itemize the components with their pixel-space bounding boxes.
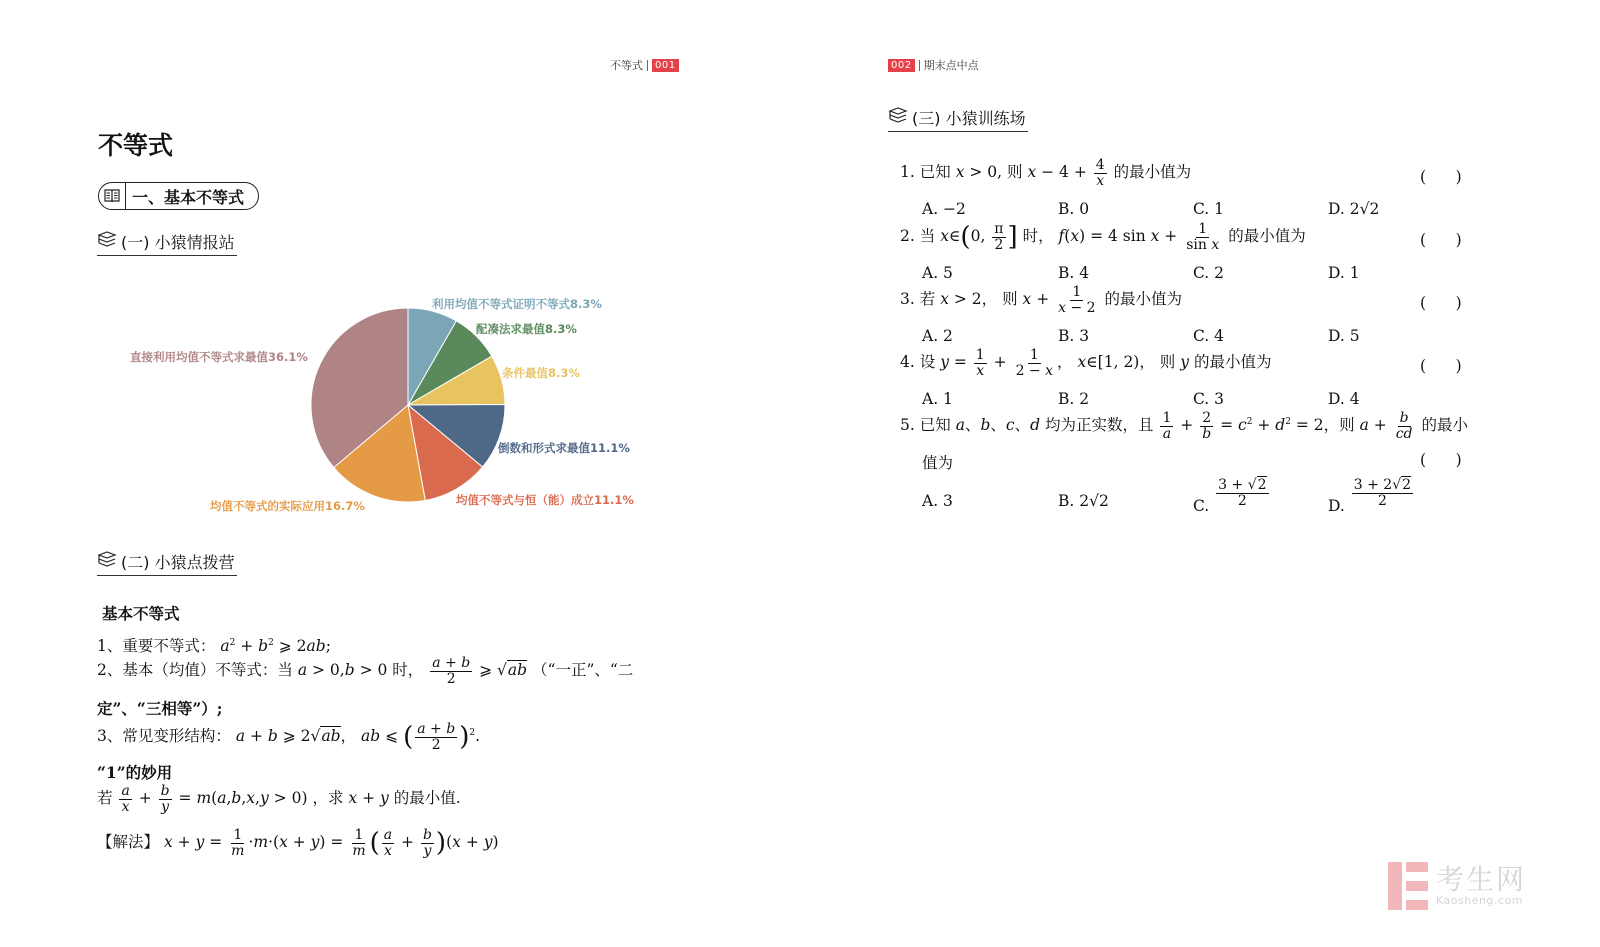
subsection-heading-3: [888, 106, 1028, 132]
formula-line-1: 1、重要不等式： $a^2 + b^2$ ⩾ 2ab;: [97, 637, 331, 655]
watermark: [1388, 862, 1526, 910]
answer-blank-4[interactable]: ( ): [1420, 357, 1462, 375]
option-a[interactable]: A. −2: [922, 200, 966, 218]
header-title: 期末点中点: [923, 59, 979, 72]
watermark-logo-icon: [1388, 862, 1428, 910]
pie-chart: [120, 290, 660, 520]
option-a[interactable]: A. 5: [922, 264, 953, 282]
option-b[interactable]: B. 4: [1058, 264, 1090, 282]
content-heading-2: “1”的妙用: [97, 763, 173, 782]
subsection-label: (二) 小猿点拨营: [121, 553, 235, 572]
right-page: [800, 0, 1600, 947]
option-d[interactable]: D. 5: [1328, 327, 1360, 345]
option-c[interactable]: C. $\frac{3 + √2}{2}$: [1193, 477, 1267, 516]
pie-slice-label: 利用均值不等式证明不等式8.3%: [432, 297, 602, 311]
pie-slice-label: 配凑法求最值8.3%: [476, 322, 577, 336]
formula-line-2: 2、基本（均值）不等式：当 a > 0,b > 0 时， $\frac{a + b}{2}$ ⩾ √ab （“一正”、“二: [97, 655, 634, 687]
option-b[interactable]: B. 2: [1058, 390, 1090, 408]
question-5-continued: 值为: [922, 454, 954, 472]
answer-blank-5[interactable]: ( ): [1420, 451, 1462, 469]
option-a[interactable]: A. 2: [922, 327, 953, 345]
watermark-text: 考生网: [1436, 862, 1527, 896]
answer-blank-3[interactable]: ( ): [1420, 294, 1462, 312]
page-number: 002: [888, 59, 915, 72]
header-title: 不等式: [610, 59, 643, 72]
pie-slice-label: 直接利用均值不等式求最值36.1%: [130, 350, 308, 364]
formula-line-2b: 定”、“三相等”）;: [97, 699, 223, 718]
subsection-label: (三) 小猿训练场: [912, 109, 1026, 128]
option-d[interactable]: D. 4: [1328, 390, 1360, 408]
watermark-domain: Kaosheng.com: [1436, 893, 1523, 907]
question-4: 4. 设 y = $\frac{1}{x}$ + $\frac{1}{2 - x}$ ， x∈[1, 2)， 则 y 的最小值为: [900, 347, 1272, 379]
section-pill-label: 一、基本不等式: [132, 187, 245, 207]
option-b[interactable]: B. 0: [1058, 200, 1090, 218]
pie-slice-label: 条件最值8.3%: [502, 366, 580, 380]
option-b[interactable]: B. 3: [1058, 327, 1090, 345]
option-c[interactable]: C. 1: [1193, 200, 1225, 218]
page-header-left: [610, 57, 679, 73]
formula-line-5: 【解法】 x + y = $\frac{1}{m}$ ·m·(x + y) = $\frac{1}{m}$ ( $\frac{a}{x}$ + $\frac{b}{y}$ )(x + y): [97, 827, 499, 859]
section-pill: [98, 182, 259, 210]
books-icon: [97, 551, 117, 573]
option-b[interactable]: B. 2√2: [1058, 492, 1109, 510]
option-c[interactable]: C. 4: [1193, 327, 1225, 345]
subsection-heading-2: [97, 550, 237, 576]
option-c[interactable]: C. 3: [1193, 390, 1225, 408]
option-c[interactable]: C. 2: [1193, 264, 1225, 282]
question-5: 5. 已知 a、b、c、d 均为正实数，且 $\frac{1}{a}$ + $\frac{2}{b}$ = $c^2 + d^2 = 2$，则 a + $\frac{b}{cd}$ 的最小: [900, 410, 1468, 442]
answer-blank-1[interactable]: ( ): [1420, 168, 1462, 186]
books-icon: [888, 107, 908, 129]
option-d[interactable]: D. 1: [1328, 264, 1360, 282]
page-header-right: [888, 57, 979, 73]
page-title: 不等式: [98, 131, 174, 160]
option-d[interactable]: D. $\frac{3 + 2√2}{2}$: [1328, 477, 1412, 516]
formula-line-4: 若 $\frac{a}{x}$ + $\frac{b}{y}$ = m(a,b,x,y > 0) ，求 x + y 的最小值.: [97, 783, 461, 815]
header-divider: [919, 60, 920, 71]
formula-line-3: 3、常见变形结构： a + b ⩾ 2√ab， ab ⩽ ( $\frac{a + b}{2}$ )$^2$.: [97, 721, 481, 753]
book-icon: [99, 183, 126, 209]
subsection-label: (一) 小猿情报站: [121, 233, 235, 252]
content-heading: 基本不等式: [102, 604, 180, 623]
question-3: 3. 若 x > 2， 则 x + $\frac{1}{x - 2}$ 的最小值为: [900, 284, 1183, 316]
page-number: 001: [652, 59, 679, 72]
answer-blank-2[interactable]: ( ): [1420, 231, 1462, 249]
pie-slice-label: 均值不等式与恒（能）成立11.1%: [456, 493, 634, 507]
header-divider: [647, 60, 648, 71]
option-d[interactable]: D. 2√2: [1328, 200, 1380, 218]
pie-slice-label: 均值不等式的实际应用16.7%: [210, 499, 365, 513]
pie-slice-label: 倒数和形式求最值11.1%: [498, 441, 630, 455]
question-2: 2. 当 x∈(0, $\frac{\pi}{2}$ ] 时， f(x) = 4 sin x + $\frac{1}{\text{sin x}}$ 的最小值为: [900, 221, 1306, 253]
option-a[interactable]: A. 3: [922, 492, 953, 510]
books-icon: [97, 231, 117, 253]
question-1: 1. 已知 x > 0, 则 x − 4 + $\frac{4}{x}$ 的最小值为: [900, 157, 1192, 189]
option-a[interactable]: A. 1: [922, 390, 953, 408]
subsection-heading-1: [97, 230, 237, 256]
